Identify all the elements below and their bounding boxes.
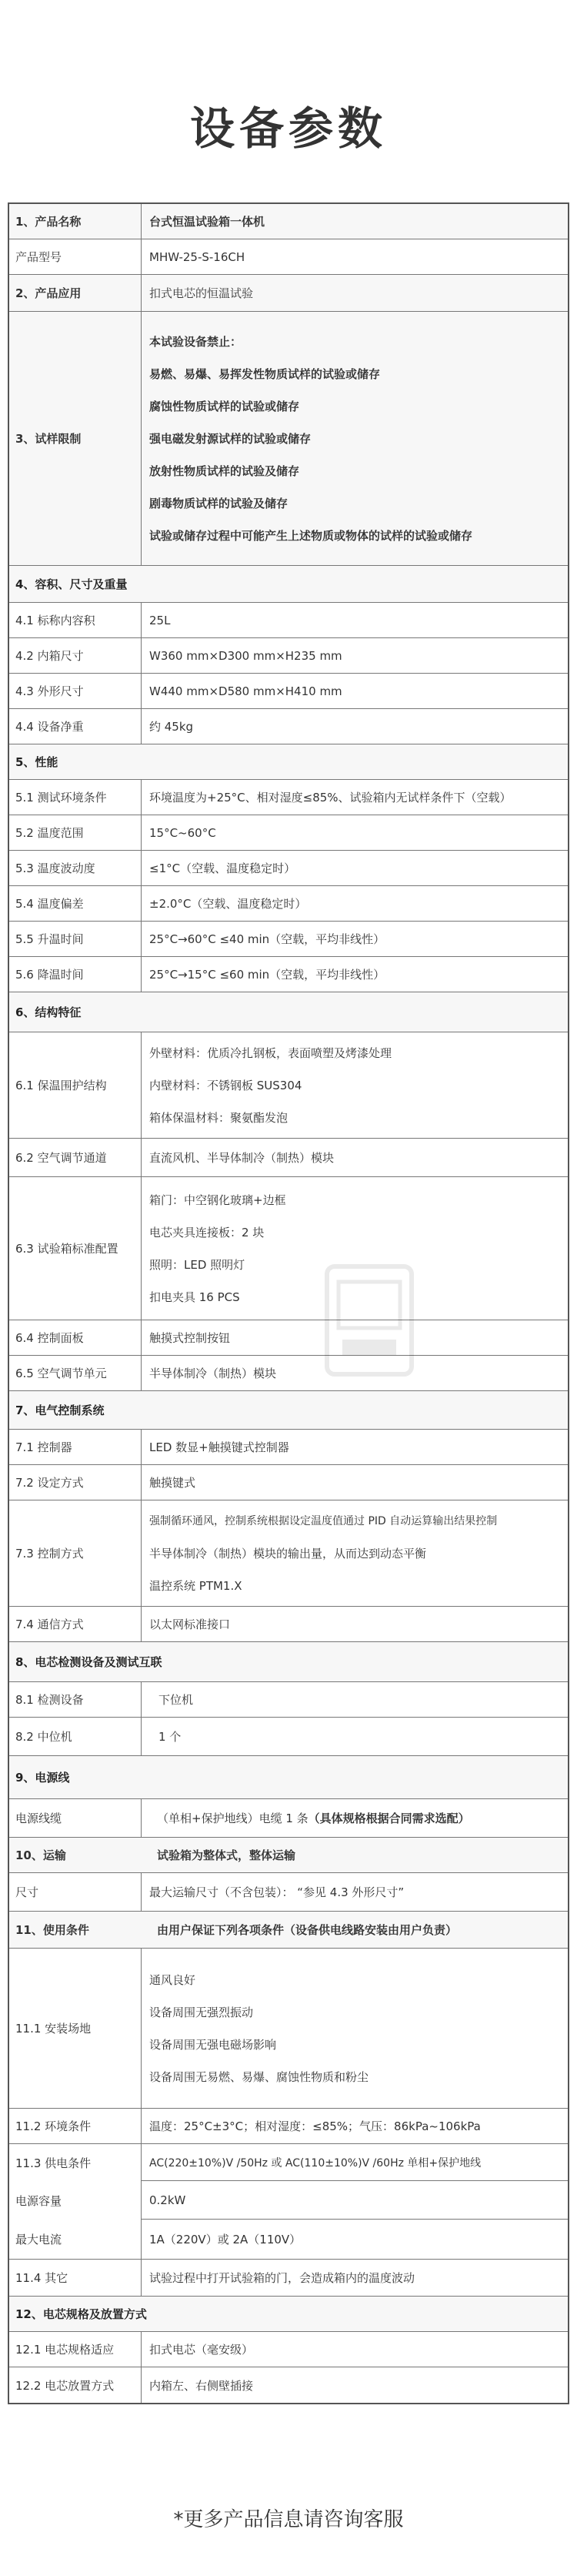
list-item: 腐蚀性物质试样的试验或储存 <box>149 399 300 413</box>
row-value: 15°C~60°C <box>149 825 216 840</box>
row-value: 试验箱为整体式，整体运输 <box>157 1848 296 1862</box>
table-row <box>9 239 568 275</box>
table-row <box>9 1949 568 2109</box>
table-row <box>9 275 568 312</box>
row-value: 25°C→60°C ≤40 min（空载，平均非线性） <box>149 932 385 946</box>
list-item: 本试验设备禁止： <box>149 334 242 349</box>
row-label: 8.2 中位机 <box>9 1718 142 1755</box>
row-label: 6.2 空气调节通道 <box>9 1139 142 1176</box>
row-value: 扣式电芯（毫安级） <box>149 2343 254 2357</box>
section-row <box>9 1756 568 1799</box>
table-row <box>9 1465 568 1500</box>
table-row <box>9 1873 568 1912</box>
list-item: 放射性物质试样的试验及储存 <box>149 463 300 478</box>
row-label: 5.1 测试环境条件 <box>9 780 142 815</box>
section-heading: 9、电源线 <box>15 1771 70 1785</box>
table-row <box>9 2109 568 2144</box>
table-row <box>9 1718 568 1756</box>
table-row <box>9 2332 568 2367</box>
section-heading: 8、电芯检测设备及测试互联 <box>15 1655 162 1669</box>
list-item: 内壁材料：不锈钢板 SUS304 <box>149 1078 302 1092</box>
spec-table <box>8 202 569 2404</box>
section-heading: 12、电芯规格及放置方式 <box>15 2307 147 2321</box>
table-row <box>9 1912 568 1949</box>
row-label: 产品型号 <box>9 239 142 274</box>
table-row <box>9 2220 568 2260</box>
row-label: 11.2 环境条件 <box>9 2109 142 2143</box>
table-row <box>9 312 568 566</box>
row-label: 11.3 供电条件 <box>9 2144 142 2181</box>
list-item: 半导体制冷（制热）模块的输出量，从而达到动态平衡 <box>149 1546 427 1561</box>
row-value: AC(220±10%)V /50Hz 或 AC(110±10%)V /60Hz 单相+保护地线 <box>142 2144 568 2181</box>
row-value <box>142 1500 568 1606</box>
list-item: 温控系统 PTM1.X <box>149 1578 242 1593</box>
row-label: 5.5 升温时间 <box>9 922 142 956</box>
table-row <box>9 1320 568 1356</box>
row-label: 5.3 温度波动度 <box>9 851 142 885</box>
row-value: 温度：25°C±3°C；相对湿度：≤85%；气压：86kPa~106kPa <box>149 2119 481 2133</box>
list-item: 电芯夹具连接板：2 块 <box>149 1225 265 1239</box>
section-row <box>9 744 568 780</box>
section-row <box>9 1642 568 1682</box>
list-item: 扣电夹具 16 PCS <box>149 1290 240 1304</box>
list-item: 照明：LED 照明灯 <box>149 1257 245 1272</box>
row-value: 1 个 <box>158 1730 182 1744</box>
row-label: 4.3 外形尺寸 <box>9 674 142 708</box>
row-value: 直流风机、半导体制冷（制热）模块 <box>149 1151 335 1165</box>
row-label: 4.1 标称内容积 <box>9 603 142 637</box>
product-name: 台式恒温试验箱一体机 <box>149 215 265 229</box>
section-row <box>9 992 568 1032</box>
row-label: 最大电流 <box>9 2220 142 2259</box>
row-label: 7.1 控制器 <box>9 1430 142 1464</box>
list-item: 设备周围无易燃、易爆、腐蚀性物质和粉尘 <box>149 2069 369 2084</box>
row-value <box>142 1799 568 1837</box>
table-row <box>9 603 568 638</box>
row-value: 25L <box>149 613 171 627</box>
row-value: ±2.0°C（空载、温度稳定时） <box>149 897 307 911</box>
footer-note: *更多产品信息请咨询客服 <box>173 2508 404 2531</box>
table-row <box>9 886 568 922</box>
section-heading: 11、使用条件 <box>15 1923 89 1937</box>
row-label: 6.4 控制面板 <box>9 1320 142 1355</box>
section-heading: 2、产品应用 <box>9 275 142 311</box>
list-item: 箱体保温材料：聚氨酯发泡 <box>149 1110 288 1125</box>
table-row <box>9 922 568 957</box>
row-label: 电源线缆 <box>9 1799 142 1837</box>
list-item: 易燃、易爆、易挥发性物质试样的试验或储存 <box>149 366 381 381</box>
list-item: 通风良好 <box>149 1972 196 1987</box>
table-row <box>9 204 568 239</box>
row-label: 11.4 其它 <box>9 2260 142 2296</box>
list-item: 剧毒物质试样的试验及储存 <box>149 496 288 510</box>
row-label: 5.6 降温时间 <box>9 957 142 992</box>
list-item: 强制循环通风，控制系统根据设定温度值通过 PID 自动运算输出结果控制 <box>149 1514 498 1527</box>
row-value: 由用户保证下列各项条件（设备供电线路安装由用户负责） <box>157 1923 458 1937</box>
row-label: 电源容量 <box>9 2181 142 2220</box>
section-heading: 5、性能 <box>15 755 58 769</box>
table-row <box>9 2181 568 2220</box>
table-row <box>9 815 568 851</box>
row-value: 以太网标准接口 <box>149 1618 231 1631</box>
table-row <box>9 1682 568 1718</box>
table-row <box>9 709 568 744</box>
section-row <box>9 566 568 603</box>
table-row <box>9 851 568 886</box>
list-item: 试验或储存过程中可能产生上述物质或物体的试样的试验或储存 <box>149 528 473 543</box>
table-row <box>9 2144 568 2181</box>
list-item: 箱门：中空钢化玻璃+边框 <box>149 1193 286 1207</box>
table-row <box>9 957 568 992</box>
table-row <box>9 1356 568 1391</box>
list-item: 设备周围无强电磁场影响 <box>149 2037 277 2052</box>
table-row <box>9 1139 568 1177</box>
table-row <box>9 1032 568 1139</box>
row-label: 5.2 温度范围 <box>9 815 142 850</box>
row-value <box>142 312 568 565</box>
section-heading: 10、运输 <box>15 1848 66 1862</box>
table-row <box>9 780 568 815</box>
row-label: 4.2 内箱尺寸 <box>9 638 142 673</box>
row-value: 25°C→15°C ≤60 min（空载，平均非线性） <box>149 968 385 982</box>
table-row <box>9 1500 568 1607</box>
row-value: W440 mm×D580 mm×H410 mm <box>149 684 342 698</box>
list-item: 设备周围无强烈振动 <box>149 2005 254 2019</box>
row-value: ≤1°C（空载、温度稳定时） <box>149 861 296 875</box>
row-label: 12.2 电芯放置方式 <box>9 2367 142 2403</box>
row-label: 4.4 设备净重 <box>9 709 142 744</box>
row-value: 试验过程中打开试验箱的门，会造成箱内的温度波动 <box>149 2271 415 2285</box>
row-value: 0.2kW <box>142 2181 568 2220</box>
cable-spec: （单相+保护地线）电缆 1 条 <box>157 1812 309 1825</box>
row-value: 扣式电芯的恒温试验 <box>149 286 254 300</box>
list-item: 强电磁发射源试样的试验或储存 <box>149 431 312 446</box>
page-title: 设备参数 <box>189 102 387 155</box>
section-heading: 4、容积、尺寸及重量 <box>15 577 128 591</box>
table-row <box>9 1430 568 1465</box>
section-row <box>9 1391 568 1430</box>
section-row <box>9 2297 568 2332</box>
row-label: 6.1 保温围护结构 <box>9 1032 142 1138</box>
row-value: 下位机 <box>158 1693 194 1707</box>
row-label: 12.1 电芯规格适应 <box>9 2332 142 2367</box>
row-value: 触摸式控制按钮 <box>149 1331 231 1345</box>
list-item: 外壁材料：优质冷扎钢板，表面喷塑及烤漆处理 <box>149 1045 392 1060</box>
table-row <box>9 1607 568 1642</box>
row-label: 7.3 控制方式 <box>9 1500 142 1606</box>
table-row <box>9 638 568 674</box>
table-row <box>9 1177 568 1320</box>
row-value: 环境温度为+25°C、相对湿度≤85%、试验箱内无试样条件下（空载） <box>149 791 512 805</box>
row-value: 1A（220V）或 2A（110V） <box>149 2233 302 2246</box>
row-value: 触摸键式 <box>149 1476 196 1490</box>
table-row <box>9 1838 568 1873</box>
table-row <box>9 2367 568 2403</box>
row-value: W360 mm×D300 mm×H235 mm <box>149 648 342 663</box>
row-label: 尺寸 <box>9 1873 142 1911</box>
row-label: 6.5 空气调节单元 <box>9 1356 142 1390</box>
table-row <box>9 2260 568 2297</box>
table-row <box>9 1799 568 1838</box>
row-label: 6.3 试验箱标准配置 <box>9 1177 142 1320</box>
row-value: 最大运输尺寸（不含包装）： “参见 4.3 外形尺寸” <box>149 1885 405 1899</box>
watermark-logo-icon <box>323 1263 415 1378</box>
row-value: MHW-25-S-16CH <box>149 249 245 264</box>
table-row <box>9 674 568 709</box>
section-heading: 6、结构特征 <box>15 1005 82 1019</box>
section-heading: 1、产品名称 <box>9 204 142 239</box>
row-label: 8.1 检测设备 <box>9 1682 142 1717</box>
cable-note: （具体规格根据合同需求选配） <box>308 1812 470 1825</box>
row-value: 约 45kg <box>149 720 194 734</box>
section-heading: 3、试样限制 <box>9 312 142 565</box>
row-value <box>142 1949 568 2108</box>
row-value: 半导体制冷（制热）模块 <box>149 1367 277 1380</box>
row-label: 7.4 通信方式 <box>9 1607 142 1641</box>
row-value: LED 数显+触摸键式控制器 <box>149 1440 289 1454</box>
row-label: 7.2 设定方式 <box>9 1465 142 1500</box>
row-value: 内箱左、右侧壁插接 <box>149 2378 254 2393</box>
row-value <box>142 1032 568 1138</box>
section-heading: 7、电气控制系统 <box>15 1403 105 1417</box>
row-label: 11.1 安装场地 <box>9 1949 142 2108</box>
row-label: 5.4 温度偏差 <box>9 886 142 921</box>
